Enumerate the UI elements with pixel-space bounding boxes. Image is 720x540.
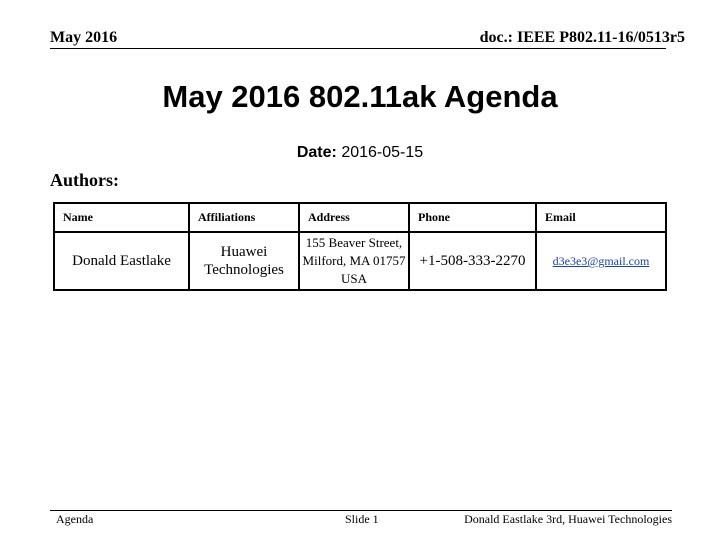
date-value: 2016-05-15 <box>341 144 424 161</box>
authors-table <box>53 202 667 291</box>
footer-topic: Agenda <box>56 512 94 526</box>
table-row <box>54 232 666 290</box>
author-email-cell <box>536 232 666 290</box>
col-header-name: Name <box>54 203 189 232</box>
author-phone: +1-508-333-2270 <box>409 232 536 290</box>
col-header-address: Address <box>299 203 409 232</box>
footer-slide-number: Slide 1 <box>345 512 379 526</box>
col-header-affiliations: Affiliations <box>189 203 299 232</box>
date-line <box>0 143 720 163</box>
footer-divider <box>50 510 672 511</box>
col-header-phone: Phone <box>409 203 536 232</box>
header-date: May 2016 <box>50 29 118 46</box>
table-header-row <box>54 203 666 232</box>
slide-title: May 2016 802.11ak Agenda <box>162 79 558 114</box>
author-name: Donald Eastlake <box>54 232 189 290</box>
author-address: 155 Beaver Street, Milford, MA 01757 USA <box>299 232 409 290</box>
author-email-link[interactable]: d3e3e3@gmail.com <box>552 254 650 268</box>
header-divider <box>50 48 666 49</box>
col-header-email: Email <box>536 203 666 232</box>
authors-heading: Authors: <box>50 170 120 190</box>
footer-author: Donald Eastlake 3rd, Huawei Technologies <box>464 512 672 526</box>
author-affiliation: Huawei Technologies <box>189 232 299 290</box>
date-label: Date: <box>296 144 337 161</box>
header-doc-id: doc.: IEEE P802.11-16/0513r5 <box>479 29 685 46</box>
